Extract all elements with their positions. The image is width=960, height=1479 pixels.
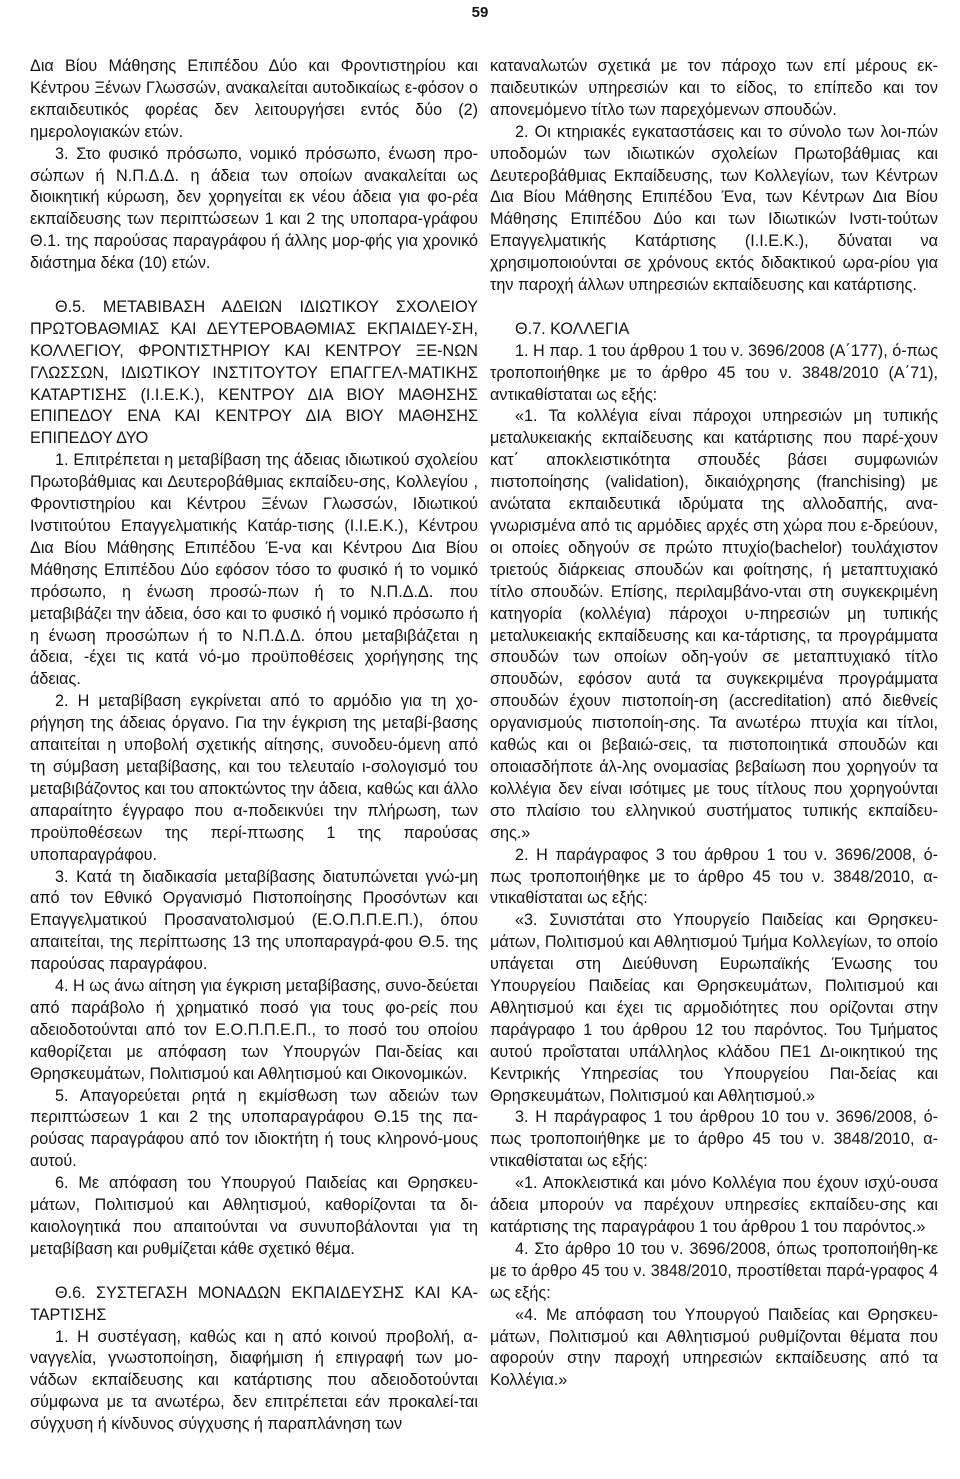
- quoted-paragraph: «4. Με απόφαση του Υπουργού Παιδείας και Θρησκευ-μάτων, Πολιτισμού και Αθλητισμού ρυθμίζονται θέματα που αφορούν στην παροχή υπηρεσιών εκπαίδευσης από τα Κολλέγια.»: [490, 1305, 938, 1390]
- quoted-paragraph: «3. Συνιστάται στο Υπουργείο Παιδείας και Θρησκευ-μάτων, Πολιτισμού και Αθλητισμού Τμήμα Κολλεγίων, το οποίο υπάγεται στη Διεύθυνση Ευρωπαϊκής Ένωσης του Υπουργείου Παιδείας και Θρησκευμάτων, Πολιτισμού και Αθλητισμού και έχει τις αρμοδιότητες που ορίζονται στην παράγραφο 1 του άρθρου 12 του παρόντος. Του Τμήματος αυτού προΐσταται υπάλληλος κλάδου ΠΕ1 Δι-οικητικού της Κεντρικής Υπηρεσίας του Υπουργείου Παι-δείας και Θρησκευμάτων, Πολιτισμού και Αθλητισμού.»: [490, 911, 938, 1105]
- paragraph: 1. Η παρ. 1 του άρθρου 1 του ν. 3696/2008 (Α΄177), ό-πως τροποποιήθηκε με το άρθρο 45 του ν. 3848/2010 (Α΄71), αντικαθίσταται ως εξής:: [490, 341, 938, 404]
- paragraph: 6. Με απόφαση του Υπουργού Παιδείας και Θρησκευ-μάτων, Πολιτισμού και Αθλητισμού, καθορίζονται τα δι-καιολογητικά που απαιτούνται να συνυποβάλονται για τη μεταβίβαση και ρυθμίζεται κάθε σχετικό θέμα.: [30, 1174, 478, 1258]
- paragraph: 2. Η παράγραφος 3 του άρθρου 1 του ν. 3696/2008, ό-πως τροποποιήθηκε με το άρθρο 45 του ν. 3848/2010, α-ντικαθίσταται ως εξής:: [490, 845, 938, 908]
- paragraph-continued: καταναλωτών σχετικά με τον πάροχο των επί μέρους εκ-παιδευτικών υπηρεσιών και το είδος, το επίπεδο και τον απονεμόμενο τίτλο των παρεχόμενων σπουδών.: [490, 57, 938, 119]
- paragraph: 3. Κατά τη διαδικασία μεταβίβασης διατυπώνεται γνώ-μη από τον Εθνικό Οργανισμό Πιστοποίησης Προσόντων και Επαγγελματικού Προσανατολισμού (Ε.Ο.Π.Π.Ε.Π.), όπου απαιτείται, της περίπτωσης 13 της υποπαραγρά-φου Θ.5. της παρούσας παραγράφου.: [30, 867, 478, 974]
- spacer: [490, 297, 938, 319]
- paragraph: 1. Η συστέγαση, καθώς και η από κοινού προβολή, α-ναγγελία, γνωστοποίηση, διαφήμιση ή επιγραφή των μο-νάδων εκπαίδευσης και κατάρτισης που αδειοδοτούνται σύμφωνα με τα ανωτέρω, δεν επιτρέπεται εάν προκαλεί-ται σύγχυση ή κίνδυνος σύγχυσης ή παραπλάνηση των: [30, 1327, 478, 1434]
- spacer: [30, 275, 478, 297]
- paragraph: 4. Η ως άνω αίτηση για έγκριση μεταβίβασης, συνο-δεύεται από παράβολο ή χρηματικό ποσό για τους φο-ρείς που αδειοδοτούνται από τον Ε.Ο.Π.Π.Ε.Π., το ποσό του οποίου καθορίζεται με απόφαση των Υπουργών Παι-δείας και Θρησκευμάτων, Πολιτισμού και Αθλητισμού και Οικονομικών.: [30, 977, 478, 1083]
- paragraph: 2. Οι κτηριακές εγκαταστάσεις και το σύνολο των λοι-πών υποδομών των ιδιωτικών σχολείων Πρωτοβάθμιας και Δευτεροβάθμιας Εκπαίδευσης, των Κολλεγίων, των Κέντρων Δια Βίου Μάθησης Επιπέδου Ένα, των Κέντρων Δια Βίου Μάθησης Επιπέδου Δύο και των Ιδιωτικών Ινστι-τούτων Επαγγελματικής Κατάρτισης (Ι.Ι.Ε.Κ.), δύναται να χρησιμοποιούνται σε χρόνους εκτός διδακτικού ωρα-ρίου για την παροχή άλλων υπηρεσιών εκπαίδευσης και κατάρτισης.: [490, 122, 938, 295]
- left-column: [30, 56, 478, 1436]
- page-number: 59: [471, 4, 489, 21]
- paragraph: 4. Στο άρθρο 10 του ν. 3696/2008, όπως τροποποιήθη-κε με το άρθρο 45 του ν. 3848/2010, προστίθεται παρά-γραφος 4 ως εξής:: [490, 1239, 938, 1302]
- section-heading: Θ.7. ΚΟΛΛΕΓΙΑ: [515, 319, 630, 338]
- quoted-paragraph: «1. Τα κολλέγια είναι πάροχοι υπηρεσιών μη τυπικής μεταλυκειακής εκπαίδευσης και κατάρτισης που παρέ-χουν κατ΄ αποκλειστικότητα σπουδές βάσει συμφωνιών πιστοποίησης (validation), δικαιόχρησης (franchising) με ανώτατα εκπαιδευτικά ιδρύματα της αλλοδαπής, ανα-γνωρισμένα από τις αρμόδιες αρχές στη χώρα που ε-δρεύουν, οι οποίες οδηγούν σε πρώτο πτυχίο(bachelor) τουλάχιστον τριετούς διάρκειας σπουδών και φοίτησης, ή μεταπτυχιακό τίτλο σπουδών. Επίσης, περιλαμβάνο-νται στη συγκεκριμένη κατηγορία (κολλέγια) πάροχοι υ-πηρεσιών μη τυπικής μεταλυκειακής εκπαίδευσης και κα-τάρτισης, τα προγράμματα σπουδών των οποίων οδη-γούν σε μεταπτυχιακό τίτλο σπουδών, εφόσον αυτά τα συγκεκριμένα προγράμματα σπουδών έχουν πιστοποίη-ση (accreditation) από διεθνείς οργανισμούς πιστοποίη-σης. Τα ανωτέρω πτυχία και τίτλοι, καθώς και οι βεβαιώ-σεις, τα πιστοποιητικά σπουδών και οποιασδήποτε άλ-λης ονομασίας βεβαίωση που χορηγούν τα κολλέγια δεν είναι ισότιμες με τους τίτλους που χορηγούνται στο πλαίσιο του ελληνικού συστήματος τυπικής εκπαίδευ-σης.»: [490, 407, 938, 842]
- right-column: [490, 56, 938, 1392]
- section-heading: Θ.5. ΜΕΤΑΒΙΒΑΣΗ ΑΔΕΙΩΝ ΙΔΙΩΤΙΚΟΥ ΣΧΟΛΕΙΟΥ ΠΡΩΤΟΒΑΘΜΙΑΣ ΚΑΙ ΔΕΥΤΕΡΟΒΑΘΜΙΑΣ ΕΚΠΑΙΔΕΥ-ΣΗ, ΚΟΛΛΕΓΙΟΥ, ΦΡΟΝΤΙΣΤΗΡΙΟΥ ΚΑΙ ΚΕΝΤΡΟΥ ΞΕ-ΝΩΝ ΓΛΩΣΣΩΝ, ΙΔΙΩΤΙΚΟΥ ΙΝΣΤΙΤΟΥΤΟΥ ΕΠΑΓΓΕΛ-ΜΑΤΙΚΗΣ ΚΑΤΑΡΤΙΣΗΣ (Ι.Ι.Ε.Κ.), ΚΕΝΤΡΟΥ ΔΙΑ ΒΙΟΥ ΜΑΘΗΣΗΣ ΕΠΙΠΕΔΟΥ ΕΝΑ ΚΑΙ ΚΕΝΤΡΟΥ ΔΙΑ ΒΙΟΥ ΜΑΘΗΣΗΣ ΕΠΙΠΕΔΟΥ ΔΥΟ: [30, 297, 478, 448]
- paragraph: 2. Η μεταβίβαση εγκρίνεται από το αρμόδιο για τη χο-ρήγηση της άδειας όργανο. Για την έγκριση της μεταβί-βασης απαιτείται η υποβολή σχετικής αίτησης, συνοδευ-όμενη από τη σύμβαση μεταβίβασης, και του τελευταίο ι-σολογισμό του μεταβιβάζοντος και του αποκτώντος την άδεια, καθώς και άλλο απαραίτητο έγγραφο που α-ποδεικνύει την πλήρωση, των προϋποθέσεων της περί-πτωσης 1 της παρούσας υποπαραγράφου.: [30, 692, 478, 864]
- section-heading: Θ.6. ΣΥΣΤΕΓΑΣΗ ΜΟΝΑΔΩΝ ΕΚΠΑΙΔΕΥΣΗΣ ΚΑΙ ΚΑ-ΤΑΡΤΙΣΗΣ: [30, 1283, 478, 1324]
- paragraph: 5. Απαγορεύεται ρητά η εκμίσθωση των αδειών των περιπτώσεων 1 και 2 της υποπαραγράφου Θ.15 της πα-ρούσας παραγράφου από τον ιδιοκτήτη ή τους κληρονό-μους αυτού.: [30, 1086, 478, 1171]
- paragraph: 3. Η παράγραφος 1 του άρθρου 10 του ν. 3696/2008, ό-πως τροποποιήθηκε με το άρθρο 45 του ν. 3848/2010, α-ντικαθίσταται ως εξής:: [490, 1108, 938, 1171]
- spacer: [30, 1261, 478, 1283]
- paragraph-continued: Δια Βίου Μάθησης Επιπέδου Δύο και Φροντιστηρίου και Κέντρου Ξένων Γλωσσών, ανακαλείται αυτοδικαίως ε-φόσον ο εκπαιδευτικός φορέας δεν λειτουργήσει εντός δύο (2) ημερολογιακών ετών.: [30, 57, 478, 141]
- paragraph: 3. Στο φυσικό πρόσωπο, νομικό πρόσωπο, ένωση προ-σώπων ή Ν.Π.Δ.Δ. η άδεια των οποίων ανακαλείται ως διοικητική κύρωση, δεν χορηγείται εκ νέου άδεια για φο-ρέα εκπαίδευσης των περιπτώσεων 1 και 2 της υποπαρα-γράφου Θ.1. της παρούσας παραγράφου ή άλλης μορ-φής για χρονικό διάστημα δέκα (10) ετών.: [30, 144, 478, 273]
- quoted-paragraph: «1. Αποκλειστικά και μόνο Κολλέγια που έχουν ισχύ-ουσα άδεια μπορούν να παρέχουν υπηρεσίες εκπαίδευ-σης και κατάρτισης της παραγράφου 1 του άρθρου 1 του παρόντος.»: [490, 1174, 938, 1237]
- paragraph: 1. Επιτρέπεται η μεταβίβαση της άδειας ιδιωτικού σχολείου Πρωτοβάθμιας και Δευτεροβάθμιας εκπαίδευ-σης, Κολλεγίου , Φροντιστηρίου και Κέντρου Ξένων Γλωσσών, Ιδιωτικού Ινστιτούτου Επαγγελματικής Κατάρ-τισης (Ι.Ι.Ε.Κ.), Κέντρου Δια Βίου Μάθησης Επιπέδου Έ-να και Κέντρου Δια Βίου Μάθησης Επιπέδου Δύο εφόσον τόσο το φυσικό ή το νομικό πρόσωπο, η ένωση προσώ-πων ή το Ν.Π.Δ.Δ. που μεταβιβάζει την άδεια, όσο και το φυσικό ή νομικό πρόσωπο ή η ένωση προσώπων ή το Ν.Π.Δ.Δ. όπου μεταβιβάζεται η άδεια, -έχει τις κατά νό-μο προϋποθέσεις χορήγησης της άδειας.: [30, 451, 478, 689]
